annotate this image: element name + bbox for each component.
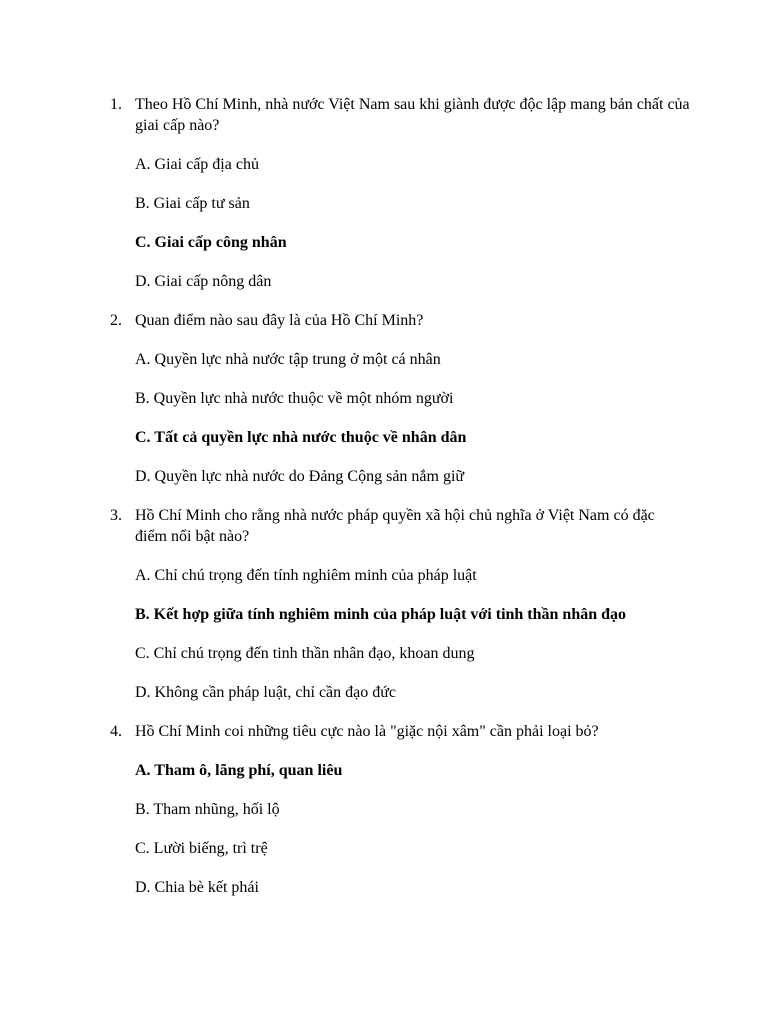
option-a: A. Chỉ chú trọng đến tính nghiêm minh của pháp luật xyxy=(135,567,477,584)
question-text: Theo Hồ Chí Minh, nhà nước Việt Nam sau khi giành được độc lập mang bản chất của giai cấp nào? xyxy=(135,96,690,134)
option-d: D. Chia bè kết phái xyxy=(135,879,259,896)
question-number: 1. xyxy=(110,96,122,113)
option-c: C. Lười biếng, trì trệ xyxy=(135,840,268,857)
option-d: D. Quyền lực nhà nước do Đảng Cộng sản nắm giữ xyxy=(135,468,465,485)
question-number: 3. xyxy=(110,507,122,524)
question-1 xyxy=(110,94,690,292)
option-c: C. Tất cả quyền lực nhà nước thuộc về nhân dân xyxy=(135,429,467,446)
option-a: A. Quyền lực nhà nước tập trung ở một cá nhân xyxy=(135,351,441,368)
question-text: Hồ Chí Minh coi những tiêu cực nào là "giặc nội xâm" cần phải loại bỏ? xyxy=(135,723,599,740)
option-b: B. Giai cấp tư sản xyxy=(135,195,250,212)
question-2 xyxy=(110,310,690,487)
question-list xyxy=(110,94,690,898)
question-header xyxy=(110,505,690,547)
option-a: A. Giai cấp địa chủ xyxy=(135,156,259,173)
question-header xyxy=(110,721,690,742)
option-b: B. Tham nhũng, hối lộ xyxy=(135,801,280,818)
option-d: D. Không cần pháp luật, chỉ cần đạo đức xyxy=(135,684,397,701)
question-header xyxy=(110,94,690,136)
question-4 xyxy=(110,721,690,898)
option-b: B. Quyền lực nhà nước thuộc về một nhóm người xyxy=(135,390,454,407)
option-c: C. Giai cấp công nhân xyxy=(135,234,287,251)
option-a: A. Tham ô, lãng phí, quan liêu xyxy=(135,762,343,779)
question-text: Hồ Chí Minh cho rằng nhà nước pháp quyền xã hội chủ nghĩa ở Việt Nam có đặc điểm nổi bật nào? xyxy=(135,507,655,545)
question-number: 4. xyxy=(110,723,122,740)
option-d: D. Giai cấp nông dân xyxy=(135,273,272,290)
option-c: C. Chỉ chú trọng đến tinh thần nhân đạo, khoan dung xyxy=(135,645,475,662)
question-text: Quan điểm nào sau đây là của Hồ Chí Minh? xyxy=(135,312,424,329)
question-3 xyxy=(110,505,690,703)
question-header xyxy=(110,310,690,331)
option-b: B. Kết hợp giữa tính nghiêm minh của pháp luật với tinh thần nhân đạo xyxy=(135,606,627,623)
question-number: 2. xyxy=(110,312,122,329)
